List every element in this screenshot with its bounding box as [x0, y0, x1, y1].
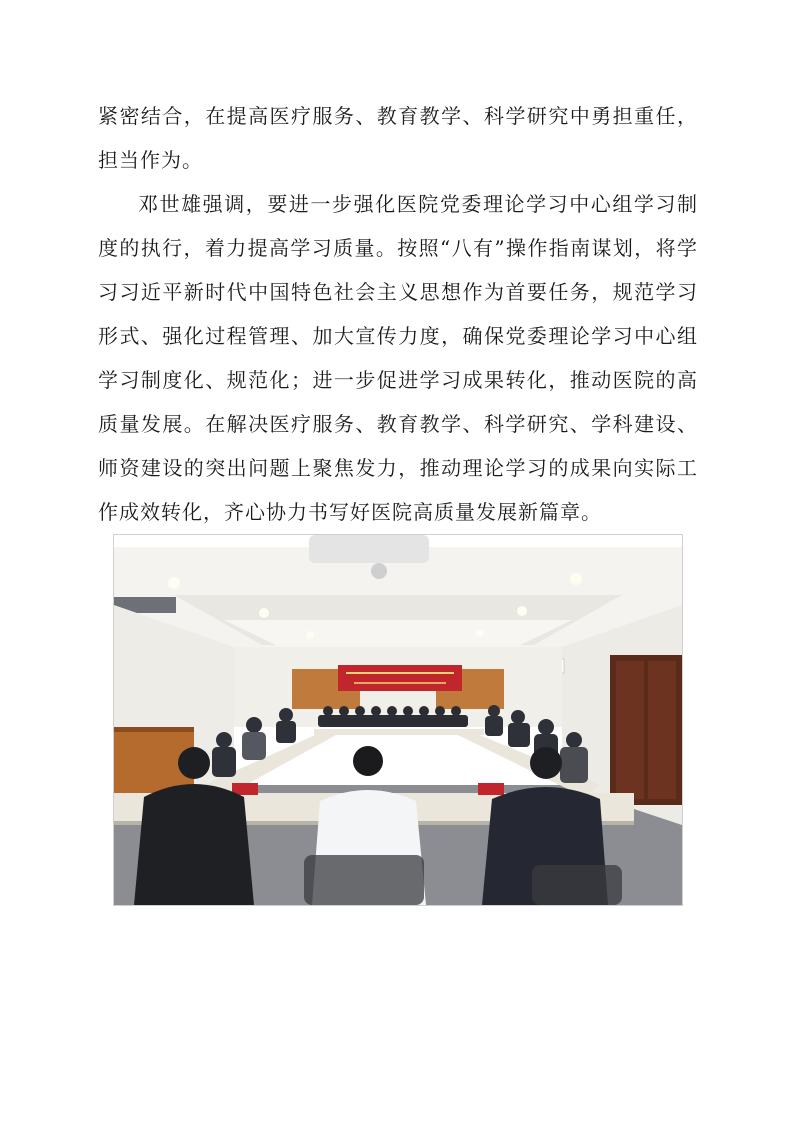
red-banner [338, 665, 462, 691]
paragraph-1: 紧密结合，在提高医疗服务、教育教学、科学研究中勇担重任，担当作为。 [98, 104, 698, 172]
projector-icon [309, 535, 429, 563]
paragraph-2: 邓世雄强调，要进一步强化医院党委理论学习中心组学习制度的执行，着力提高学习质量。按照“八有”操作指南谋划，将学习习近平新时代中国特色社会主义思想作为首要任务，规范学习形式、强化过程管理、加大宣传力度，确保党委理论学习中心组学习制度化、规范化；进一步促进学习成果转化，推动医院的高质量发展。在解决医疗服务、教育教学、科学研究、学科建设、师资建设的突出问题上聚焦发力，推动理论学习的成果向实际工作成效转化，齐心协力书写好医院高质量发展新篇章。 [98, 192, 698, 524]
meeting-photo [113, 534, 683, 906]
